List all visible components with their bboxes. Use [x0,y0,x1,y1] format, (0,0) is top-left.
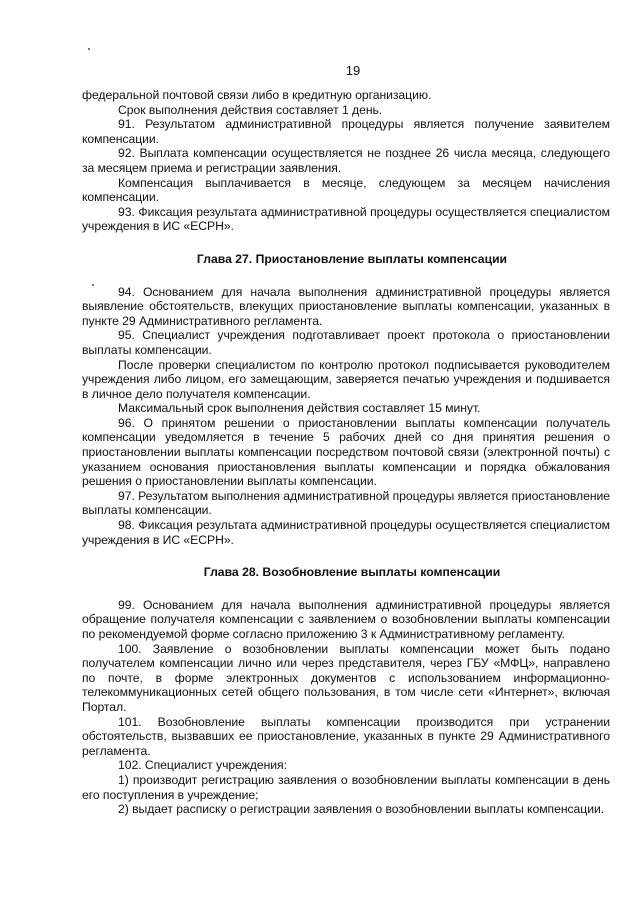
paragraph: Компенсация выплачивается в месяце, следующем за месяцем начисления компенсации. [82,175,610,205]
paragraph: 101. Возобновление выплаты компенсации производится при устранении обстоятельств, вызвавших ее приостановление, указанных в пункте 29 Административного регламента. [82,714,610,758]
paragraph: 94. Основанием для начала выполнения административной процедуры является выявление обстоятельств, влекущих приостановление выплаты компенсации, указанных в пункте 29 Административного регламента. [82,284,610,328]
paragraph: 102. Специалист учреждения: [118,758,287,773]
scan-speck [88,48,90,50]
paragraph: 93. Фиксация результата административной процедуры осуществляется специалистом учреждения в ИС «ЕСРН». [82,204,610,234]
page-number: 19 [345,63,361,78]
paragraph: Максимальный срок выполнения действия составляет 15 минут. [118,401,481,416]
chapter-heading: Глава 28. Возобновление выплаты компенсации [203,565,501,580]
scan-speck [92,284,94,286]
paragraph: 98. Фиксация результата административной процедуры осуществляется специалистом учреждения в ИС «ЕСРН». [82,518,610,547]
paragraph: 91. Результатом административной процедуры является получение заявителем компенсации. [82,117,610,146]
chapter-heading: Глава 27. Приостановление выплаты компенсации [196,251,508,266]
paragraph: 96. О принятом решении о приостановлении выплаты компенсации получатель компенсации уведомляется в течение 5 рабочих дней со дня принятия решения о приостановлении выплаты компенсации посредством почтовой связи (электронной почты) с указанием основания приостановления выплаты компенсации и порядка обжалования решения о приостановлении выплаты компенсации. [82,415,610,489]
paragraph: 100. Заявление о возобновлении выплаты компенсации может быть подано получателем компенсации лично или через представителя, через ГБУ «МФЦ», направлено по почте, в форме электронных документов с использованием информационно-телекоммуникационных сетей общего пользования, в том числе сети «Интернет», включая Портал. [82,641,610,714]
paragraph: федеральной почтовой связи либо в кредитную организацию. [82,88,432,102]
paragraph: 97. Результатом выполнения административной процедуры является приостановление выплаты компенсации. [82,488,610,518]
paragraph: 2) выдает расписку о регистрации заявления о возобновлении выплаты компенсации. [118,802,605,817]
paragraph: 99. Основанием для начала выполнения административной процедуры является обращение получателя компенсации с заявлением о возобновлении выплаты компенсации по рекомендуемой форме согласно приложению 3 к Административному регламенту. [82,597,610,641]
paragraph: Срок выполнения действия составляет 1 день. [118,102,383,117]
document-body [82,88,610,817]
paragraph: После проверки специалистом по контролю протокол подписывается руководителем учреждения либо лицом, его замещающим, заверяется печатью учреждения и подшивается в личное дело получателя компенсации. [82,357,610,401]
paragraph: 92. Выплата компенсации осуществляется не позднее 26 числа месяца, следующего за месяцем приема и регистрации заявления. [82,146,610,175]
paragraph: 1) производит регистрацию заявления о возобновлении выплаты компенсации в день его поступления в учреждение; [82,772,610,802]
paragraph: 95. Специалист учреждения подготавливает проект протокола о приостановлении выплаты компенсации. [82,328,610,357]
